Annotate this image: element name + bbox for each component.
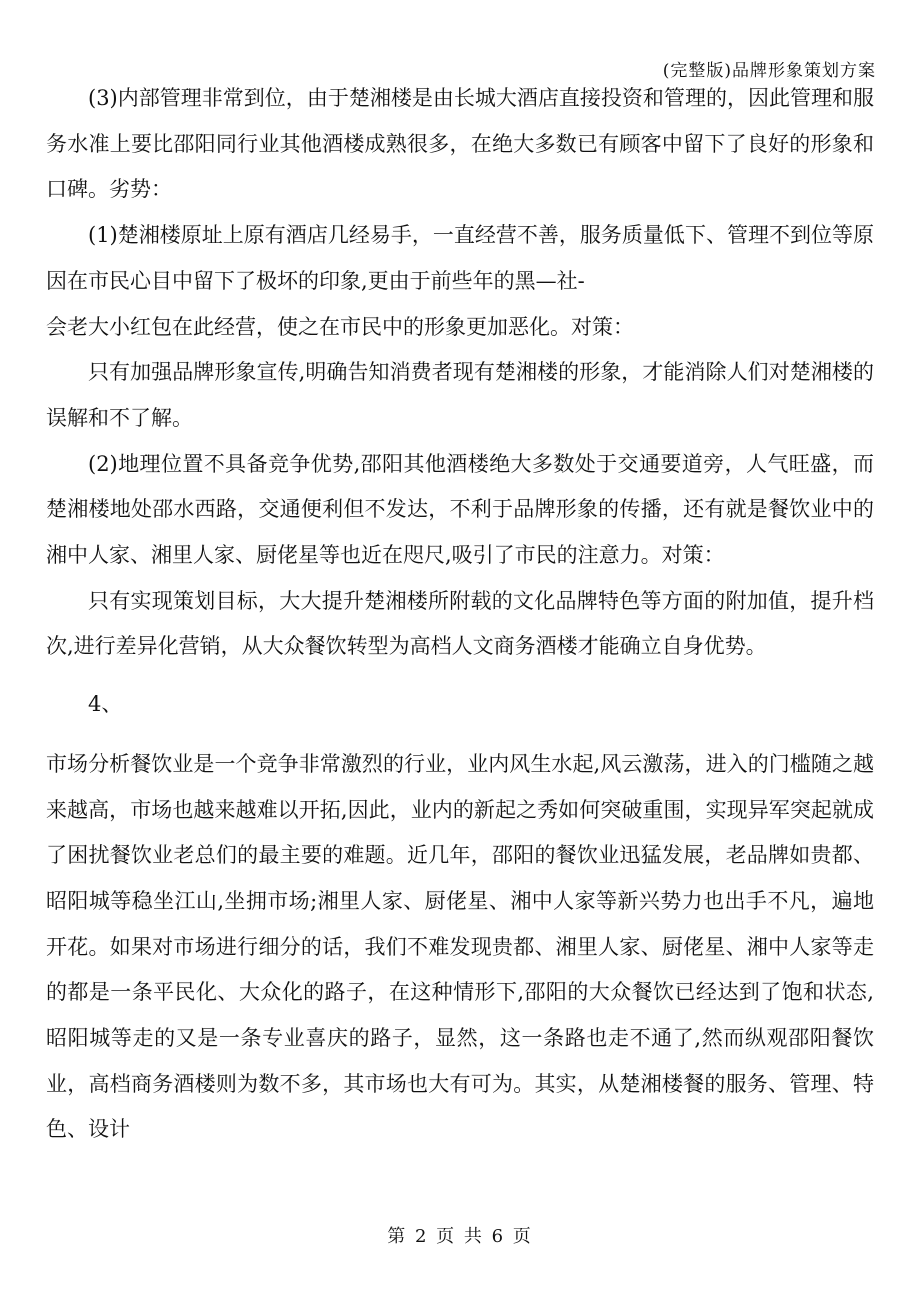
document-body	[46, 76, 874, 1153]
paragraph-countermeasure-2: 只有实现策划目标，大大提升楚湘楼所附载的文化品牌特色等方面的附加值，提升档次,进行差异化营销，从大众餐饮转型为高档人文商务酒楼才能确立自身优势。	[46, 588, 874, 659]
paragraph-internal-management: (3)内部管理非常到位，由于楚湘楼是由长城大酒店直接投资和管理的，因此管理和服务水准上要比邵阳同行业其他酒楼成熟很多，在绝大多数已有顾客中留下了良好的形象和口碑。劣势：	[46, 86, 874, 202]
paragraph-weakness-1: (1)楚湘楼原址上原有酒店几经易手，一直经营不善，服务质量低下、管理不到位等原因在市民心目中留下了极坏的印象,更由于前些年的黑—社-	[46, 223, 874, 293]
paragraph-weakness-1-continued: 会老大小红包在此经营，使之在市民中的形象更加恶化。对策：	[46, 314, 634, 339]
section-number-4: 4、	[88, 692, 123, 717]
page-number-footer: 第 2 页 共 6 页	[387, 1226, 533, 1247]
paragraph-market-analysis: 市场分析餐饮业是一个竞争非常激烈的行业，业内风生水起,风云激荡，进入的门槛随之越来越高，市场也越来越难以开拓,因此，业内的新起之秀如何突破重围，实现异军突起就成了困扰餐饮业老总们的最主要的难题。近几年，邵阳的餐饮业迅猛发展，老品牌如贵都、昭阳城等稳坐江山,坐拥市场;湘里人家、厨佬星、湘中人家等新兴势力也出手不凡，遍地开花。如果对市场进行细分的话，我们不难发现贵都、湘里人家、厨佬星、湘中人家等走的都是一条平民化、大众化的路子，在这种情形下,邵阳的大众餐饮已经达到了饱和状态,昭阳城等走的又是一条专业喜庆的路子，显然，这一条路也走不通了,然而纵观邵阳餐饮业，高档商务酒楼则为数不多，其市场也大有可为。其实，从楚湘楼餐的服务、管理、特色、设计	[46, 751, 874, 1142]
paragraph-countermeasure-1: 只有加强品牌形象宣传,明确告知消费者现有楚湘楼的形象，才能消除人们对楚湘楼的误解和不了解。	[46, 360, 874, 430]
document-title-header: (完整版)品牌形象策划方案	[662, 61, 876, 81]
paragraph-weakness-2: (2)地理位置不具备竞争优势,邵阳其他酒楼绝大多数处于交通要道旁，人气旺盛，而楚湘楼地处邵水西路，交通便利但不发达，不利于品牌形象的传播，还有就是餐饮业中的湘中人家、湘里人家、厨佬星等也近在咫尺,吸引了市民的注意力。对策：	[46, 451, 874, 568]
